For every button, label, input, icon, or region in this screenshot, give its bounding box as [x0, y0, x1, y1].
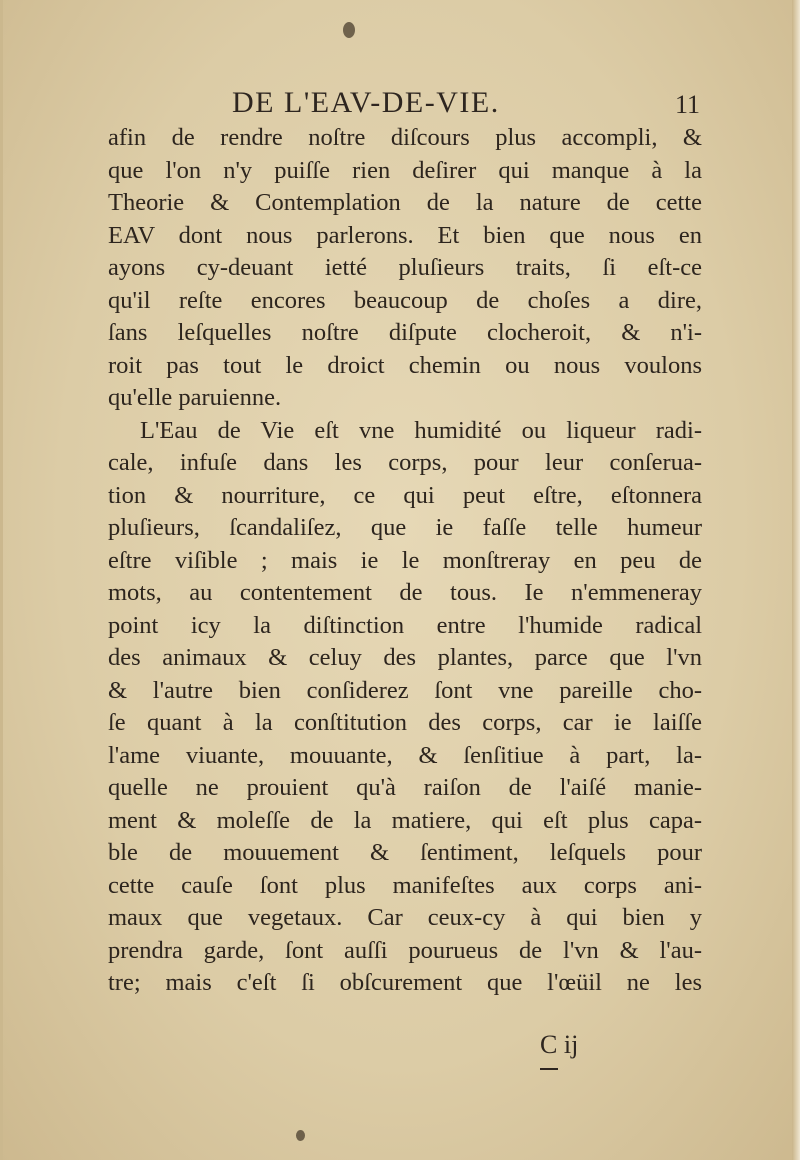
text-line: des animaux & celuy des plantes, parce que l'vn — [108, 644, 702, 671]
text-line: l'ame viuante, mouuante, & ſenſitiue à part, la- — [108, 741, 702, 769]
text-line: prendra garde, ſont auſſi pourueus de l'vn & l'au- — [108, 936, 702, 964]
text-line: cette cauſe ſont plus manifeſtes aux corps ani- — [108, 871, 702, 899]
text-line: qu'il reſte encores beaucoup de choſes a dire, — [108, 286, 702, 314]
text-line: maux que vegetaux. Car ceux-cy à qui bien y — [108, 904, 702, 931]
text-line: quelle ne prouient qu'à raiſon de l'aiſé manie- — [108, 774, 702, 801]
text-line: tion & nourriture, ce qui peut eſtre, eſtonnera — [108, 481, 702, 509]
text-line: roit pas tout le droict chemin ou nous voulons — [108, 351, 702, 379]
text-line: que l'on n'y puiſſe rien deſirer qui manque à la — [108, 156, 702, 184]
running-head: DE L'EAV-DE-VIE. — [232, 86, 500, 119]
text-line: & l'autre bien conſiderez ſont vne pareille cho- — [108, 676, 702, 704]
text-line: pluſieurs, ſcandaliſez, que ie faſſe telle humeur — [108, 514, 702, 541]
text-line: Theorie & Contemplation de la nature de cette — [108, 189, 702, 216]
ink-blot-bottom — [296, 1130, 305, 1141]
text-line: L'Eau de Vie eſt vne humidité ou liqueur radi- — [140, 416, 702, 444]
text-line: ble de mouuement & ſentiment, leſquels pour — [108, 839, 702, 866]
text-line: tre; mais c'eſt ſi obſcurement que l'œüil ne les — [108, 969, 702, 996]
text-line: mots, au contentement de tous. Ie n'emmeneray — [108, 579, 702, 606]
body-text — [108, 122, 702, 1000]
page-number: 11 — [674, 90, 700, 119]
ink-blot-top — [343, 22, 355, 38]
signature-underline — [540, 1068, 558, 1070]
text-line: EAV dont nous parlerons. Et bien que nous en — [108, 221, 702, 249]
text-line: afin de rendre noſtre diſcours plus accompli, & — [108, 124, 702, 151]
page-fold — [0, 0, 3, 1160]
text-line: ſe quant à la conſtitution des corps, car ie laiſſe — [108, 709, 702, 736]
text-line: qu'elle paruienne. — [108, 384, 282, 411]
page-edge — [792, 0, 800, 1160]
text-line: ayons cy-deuant ietté pluſieurs traits, ſi eſt-ce — [108, 254, 702, 281]
text-line: cale, infuſe dans les corps, pour leur conſerua- — [108, 449, 702, 476]
text-line: ſans leſquelles noſtre diſpute clocheroit, & n'i- — [108, 319, 702, 346]
text-line: ment & moleſſe de la matiere, qui eſt plus capa- — [108, 806, 702, 834]
text-line: eſtre viſible ; mais ie le monſtreray en peu de — [108, 546, 702, 574]
signature-mark: C ij — [540, 1030, 579, 1059]
text-line: point icy la diſtinction entre l'humide radical — [108, 611, 702, 639]
